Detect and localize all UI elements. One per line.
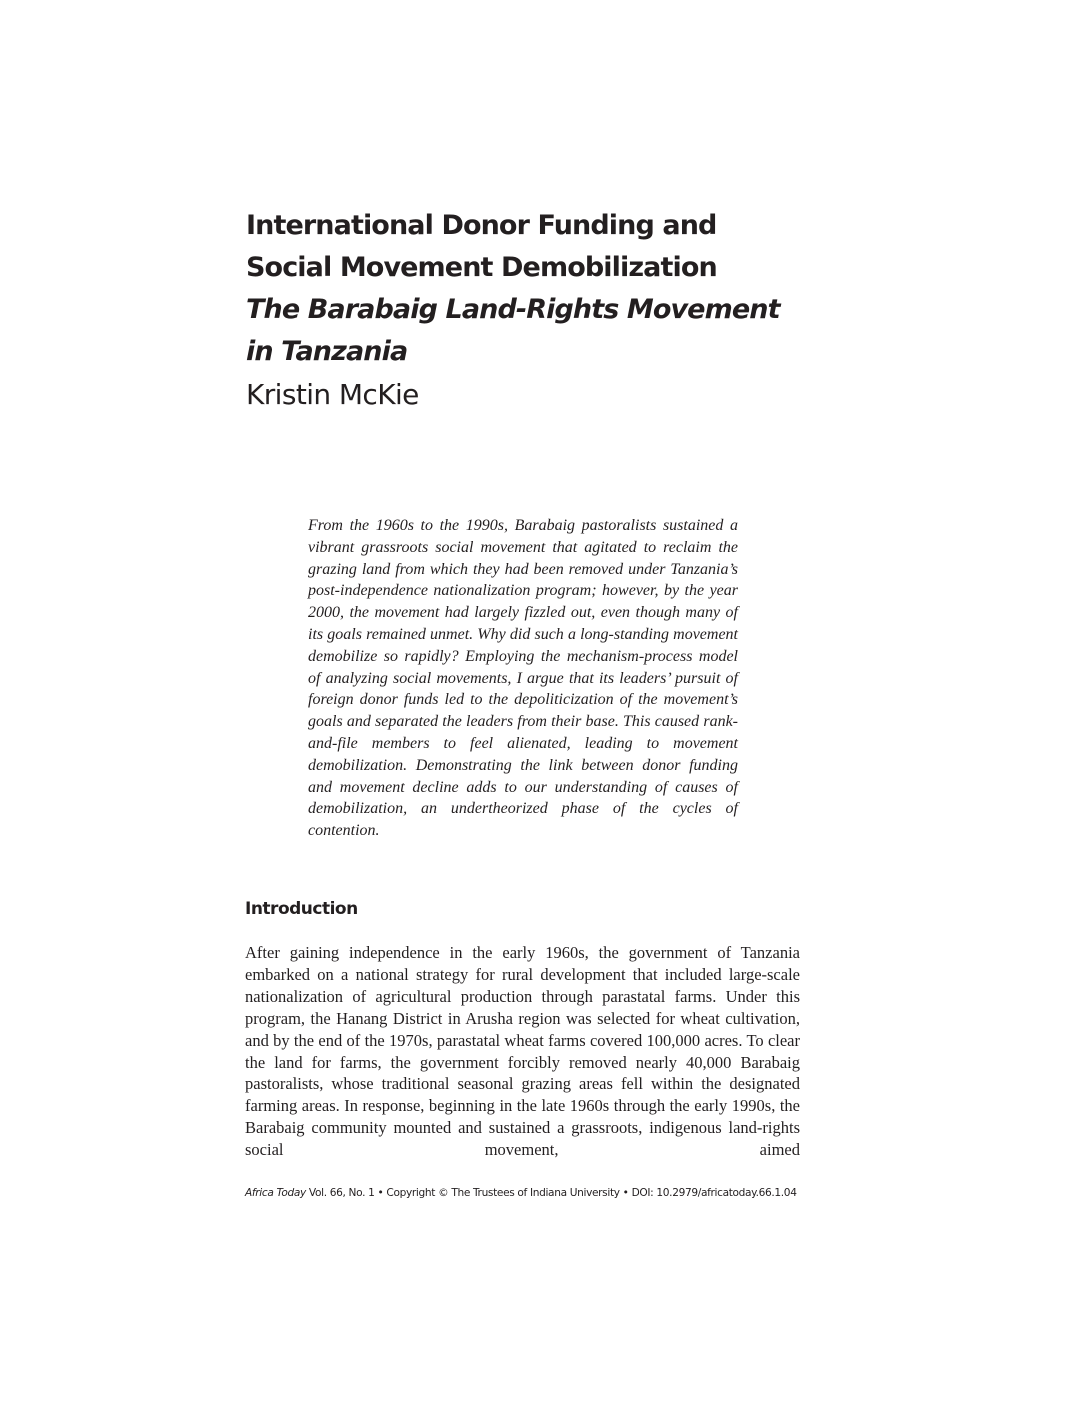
abstract: From the 1960s to the 1990s, Barabaig pastoralists sustained a vibrant grassroots social movement that agitated to reclaim the grazing land from which they had been removed under Tanzania’s post-independence nationalization program; however, by the year 2000, the movement had largely fizzled out, even though many of its goals remained unmet. Why did such a long-standing movement demobilize so rapidly? Employing the mechanism-process model of analyzing social movements, I argue that its leaders’ pursuit of foreign donor funds led to the depoliticization of the movement’s goals and separated the leaders from their base. This caused rank-and-file members to feel alienated, leading to movement demobilization. Demonstrating the link between donor funding and movement decline adds to our understanding of causes of demobilization, an undertheorized phase of the cycles of contention. xyxy=(308,517,738,840)
introduction-paragraph: After gaining independence in the early 1960s, the government of Tanzania embarked on a national strategy for rural development that included large-scale nationalization of agricultural production through parastatal farms. Under this program, the Hanang District in Arusha region was selected for wheat cultivation, and by the end of the 1970s, parastatal wheat farms covered 100,000 acres. To clear the land for farms, the government forcibly removed nearly 40,000 Barabaig pastoralists, whose traditional seasonal grazing areas fell within the designated farming areas. In response, beginning in the late 1960s through the early 1990s, the Barabaig community mounted and sustained a grassroots, indigenous land-rights social movement, aimed xyxy=(245,943,800,1160)
article-subtitle-line-2: in Tanzania xyxy=(246,336,408,367)
article-subtitle-line-1: The Barabaig Land-Rights Movement xyxy=(246,294,780,325)
author-name: Kristin McKie xyxy=(246,378,419,411)
journal-footer xyxy=(245,1187,805,1199)
section-heading-introduction: Introduction xyxy=(245,899,358,919)
article-title-line-2: Social Movement Demobilization xyxy=(246,252,717,283)
citation-info: Vol. 66, No. 1 • Copyright © The Trustees of Indiana University • DOI: 10.2979/africatoday.66.1.04 xyxy=(305,1187,797,1199)
article-title-line-1: International Donor Funding and xyxy=(246,210,717,241)
journal-name: Africa Today xyxy=(245,1187,306,1199)
article-title-block xyxy=(246,205,846,416)
